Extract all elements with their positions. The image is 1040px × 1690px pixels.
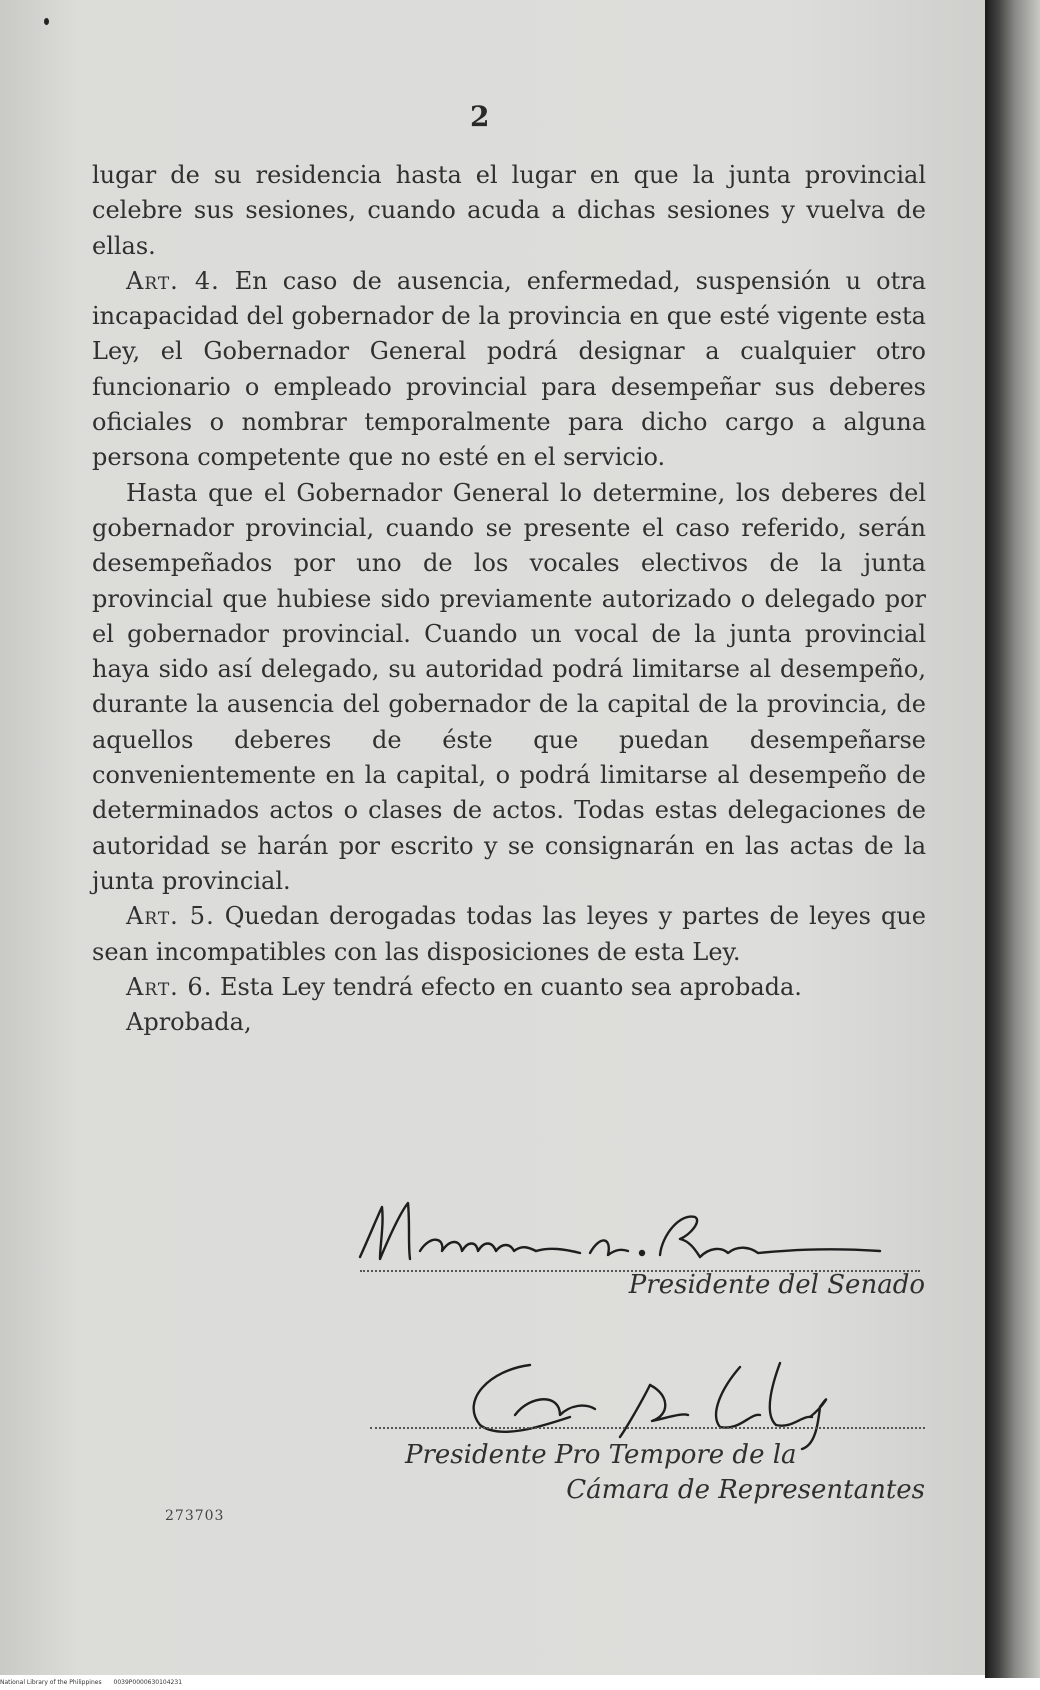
paragraph-art-6: [92, 970, 926, 1005]
paragraph-text: En caso de ausencia, enfermedad, suspensión u otra incapacidad del gobernador de la provincia en que esté vigente esta Ley, el Gobernador General podrá designar a cualquier otro funcionario o empleado provincial para desempeñar sus deberes oficiales o nombrar temporalmente para dicho cargo a alguna persona competente que no esté en el servicio.: [92, 266, 927, 472]
house-president-label-line1: Presidente Pro Tempore de la: [405, 1440, 797, 1470]
house-president-label-line2: Cámara de Representantes: [566, 1475, 925, 1505]
ink-speck: [44, 18, 49, 25]
book-binding-edge: [985, 0, 1040, 1690]
senate-president-signature: [350, 1195, 920, 1275]
footer-record-id: 0039P0000630104231: [113, 1679, 183, 1686]
paragraph-text: Esta Ley tendrá efecto en cuanto sea aprobada.: [212, 972, 802, 1001]
paragraph-art-4: [92, 264, 926, 476]
footer-institution: National Library of the Philippines: [0, 1679, 102, 1686]
article-label: Art. 5.: [126, 902, 215, 931]
house-president-signature: [420, 1345, 900, 1455]
article-label: Art. 4.: [126, 266, 220, 295]
article-label: Art. 6.: [126, 972, 213, 1001]
page-number: 2: [470, 100, 490, 133]
archive-footer: [0, 1679, 192, 1686]
print-stamp-number: 273703: [165, 1508, 225, 1524]
paragraph-delegation: Hasta que el Gobernador General lo determine, los deberes del gobernador provincial, cuando se presente el caso referido, serán desempeñados por uno de los vocales electivos de la junta provincial que hubiese sido previamente autorizado o delegado por el gobernador provincial. Cuando un vocal de la junta provincial haya sido así delegado, su autoridad podrá limitarse al desempeño, durante la ausencia del gobernador de la capital de la provincia, de aquellos deberes de éste que puedan desempeñarse convenientemente en la capital, o podrá limitarse al desempeño de determinados actos o clases de actos. Todas estas delegaciones de autoridad se harán por escrito y se consignarán en las actas de la junta provincial.: [92, 478, 926, 895]
house-signature-line: [370, 1427, 925, 1429]
approval-line: Aprobada,: [126, 1008, 252, 1037]
senate-president-label: Presidente del Senado: [628, 1270, 925, 1300]
law-text-body: [92, 158, 926, 1040]
paragraph-art-5: [92, 899, 926, 970]
paragraph-text: Quedan derogadas todas las leyes y partes de leyes que sean incompatibles con las disposiciones de esta Ley.: [92, 902, 927, 966]
paragraph-continuation: lugar de su residencia hasta el lugar en que la junta provincial celebre sus sesiones, cuando acuda a dichas sesiones y vuelva de ellas.: [92, 161, 926, 260]
